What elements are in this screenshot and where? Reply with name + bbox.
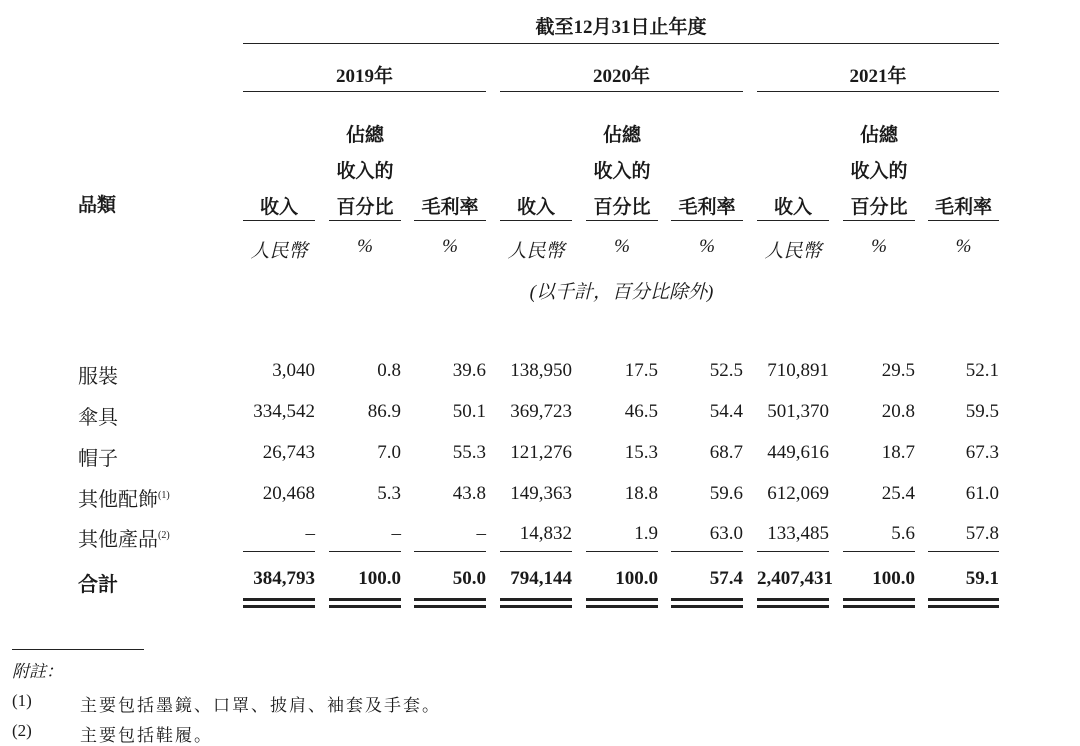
column-header: 毛利率 (421, 197, 479, 218)
table-cell: 61.0 (965, 483, 999, 504)
table-cell: 612,069 (767, 483, 829, 504)
footnote-1-marker: (1) (12, 691, 32, 710)
table-cell: 14,832 (519, 523, 572, 544)
table-cell: 57.8 (965, 523, 999, 544)
column-unit: 人民幣 (764, 241, 822, 262)
category-name: 其他配飾 (78, 489, 158, 511)
total-cell: 57.4 (709, 568, 743, 589)
thousands-note: (以千計，百分比除外) (529, 282, 714, 303)
table-cell: 334,542 (253, 401, 315, 422)
category-label (78, 442, 118, 471)
period-underline (243, 43, 999, 44)
subtotal-rule (928, 551, 999, 552)
subtotal-rule (843, 551, 915, 552)
total-double-rule-top (757, 598, 829, 601)
year-2021-underline (757, 91, 999, 92)
footnote-title: 附註： (12, 662, 63, 681)
subtotal-rule (329, 551, 401, 552)
total-label: 合計 (78, 574, 118, 596)
total-cell: 50.0 (452, 568, 486, 589)
table-cell: 133,485 (767, 523, 829, 544)
category-name: 傘具 (78, 407, 118, 429)
table-cell: – (305, 523, 315, 544)
total-double-rule-bottom (671, 605, 743, 608)
table-cell: 0.8 (377, 360, 401, 381)
table-cell: 55.3 (452, 442, 486, 463)
table-cell: 63.0 (709, 523, 743, 544)
column-header: 佔總 收入的 百分比 (850, 125, 908, 218)
table-cell: 29.5 (881, 360, 915, 381)
column-header-underline (586, 220, 658, 221)
total-double-rule-top (671, 598, 743, 601)
total-double-rule-top (414, 598, 486, 601)
table-cell: 59.6 (709, 483, 743, 504)
table-cell: 25.4 (881, 483, 915, 504)
table-cell: 20,468 (262, 483, 315, 504)
total-double-rule-bottom (843, 605, 915, 608)
total-cell: 384,793 (253, 568, 315, 589)
table-cell: 20.8 (881, 401, 915, 422)
category-name: 帽子 (78, 448, 118, 470)
subtotal-rule (757, 551, 829, 552)
year-2019-header: 2019年 (335, 66, 393, 87)
column-header: 收入 (773, 197, 812, 218)
total-double-rule-bottom (928, 605, 999, 608)
category-label (78, 401, 118, 430)
column-unit: % (871, 236, 887, 257)
total-double-rule-top (243, 598, 315, 601)
column-header: 毛利率 (934, 197, 992, 218)
table-cell: 39.6 (452, 360, 486, 381)
column-unit: % (955, 236, 972, 257)
table-cell: 710,891 (767, 360, 829, 381)
subtotal-rule (414, 551, 486, 552)
table-cell: 449,616 (767, 442, 829, 463)
total-double-rule-top (586, 598, 658, 601)
table-cell: 369,723 (510, 401, 572, 422)
total-cell: 2,407,431 (757, 568, 833, 589)
table-cell: 68.7 (709, 442, 743, 463)
year-2019-underline (243, 91, 486, 92)
column-header: 收入 (259, 197, 298, 218)
table-cell: 17.5 (624, 360, 658, 381)
total-double-rule-bottom (586, 605, 658, 608)
total-double-rule-top (500, 598, 572, 601)
subtotal-rule (500, 551, 572, 552)
total-double-rule-top (843, 598, 915, 601)
column-header: 佔總 收入的 百分比 (336, 125, 394, 218)
table-cell: 18.7 (881, 442, 915, 463)
table-cell: 86.9 (367, 401, 401, 422)
year-2021-header: 2021年 (849, 66, 907, 87)
table-cell: 1.9 (634, 523, 658, 544)
total-cell: 100.0 (872, 568, 915, 589)
category-label (78, 523, 170, 552)
total-double-rule-bottom (757, 605, 829, 608)
table-cell: 26,743 (262, 442, 315, 463)
total-double-rule-bottom (414, 605, 486, 608)
column-header-underline (243, 220, 315, 221)
total-cell: 794,144 (510, 568, 572, 589)
table-cell: 52.5 (709, 360, 743, 381)
footnote-ref: (1) (158, 490, 170, 501)
column-header-underline (757, 220, 829, 221)
table-cell: 7.0 (377, 442, 401, 463)
table-cell: 5.6 (891, 523, 915, 544)
column-header-underline (671, 220, 743, 221)
column-unit: % (442, 236, 458, 257)
total-cell: 59.1 (965, 568, 999, 589)
column-header-underline (414, 220, 486, 221)
category-name: 其他產品 (78, 529, 158, 551)
footnote-2-marker: (2) (12, 721, 32, 740)
column-header: 毛利率 (678, 197, 736, 218)
footnote-2-text: 主要包括鞋履。 (80, 726, 213, 745)
column-header-underline (329, 220, 401, 221)
table-cell: – (391, 523, 401, 544)
footnote-1-text: 主要包括墨鏡、口罩、披肩、袖套及手套。 (80, 696, 441, 715)
column-unit: % (357, 236, 373, 257)
footnote-divider (12, 649, 144, 650)
total-double-rule-bottom (500, 605, 572, 608)
category-label (78, 360, 118, 389)
year-2020-header: 2020年 (592, 66, 650, 87)
period-header: 截至12月31日止年度 (535, 17, 707, 38)
column-unit: % (614, 236, 630, 257)
total-double-rule-bottom (329, 605, 401, 608)
table-cell: 149,363 (510, 483, 572, 504)
column-header: 佔總 收入的 百分比 (593, 125, 651, 218)
table-cell: 46.5 (624, 401, 658, 422)
column-header-underline (928, 220, 999, 221)
table-cell: 138,950 (510, 360, 572, 381)
column-header: 收入 (516, 197, 555, 218)
table-cell: 52.1 (965, 360, 999, 381)
column-unit: 人民幣 (250, 241, 308, 262)
total-cell: 100.0 (615, 568, 658, 589)
total-cell: 100.0 (358, 568, 401, 589)
table-cell: 18.8 (624, 483, 658, 504)
table-cell: 5.3 (377, 483, 401, 504)
table-cell: 54.4 (709, 401, 743, 422)
table-cell: 50.1 (452, 401, 486, 422)
subtotal-rule (243, 551, 315, 552)
table-cell: 3,040 (272, 360, 315, 381)
table-cell: 67.3 (965, 442, 999, 463)
total-double-rule-bottom (243, 605, 315, 608)
column-unit: % (699, 236, 715, 257)
category-label (78, 483, 170, 512)
total-double-rule-top (329, 598, 401, 601)
total-double-rule-top (928, 598, 999, 601)
column-header-underline (500, 220, 572, 221)
year-2020-underline (500, 91, 743, 92)
footnote-ref: (2) (158, 530, 170, 541)
table-cell: 501,370 (767, 401, 829, 422)
table-cell: 59.5 (965, 401, 999, 422)
column-unit: 人民幣 (507, 241, 565, 262)
category-name: 服裝 (78, 366, 118, 388)
table-cell: 43.8 (452, 483, 486, 504)
table-cell: – (476, 523, 486, 544)
column-header-underline (843, 220, 915, 221)
table-cell: 121,276 (510, 442, 572, 463)
subtotal-rule (586, 551, 658, 552)
table-cell: 15.3 (624, 442, 658, 463)
subtotal-rule (671, 551, 743, 552)
category-column-header: 品類 (78, 195, 117, 216)
